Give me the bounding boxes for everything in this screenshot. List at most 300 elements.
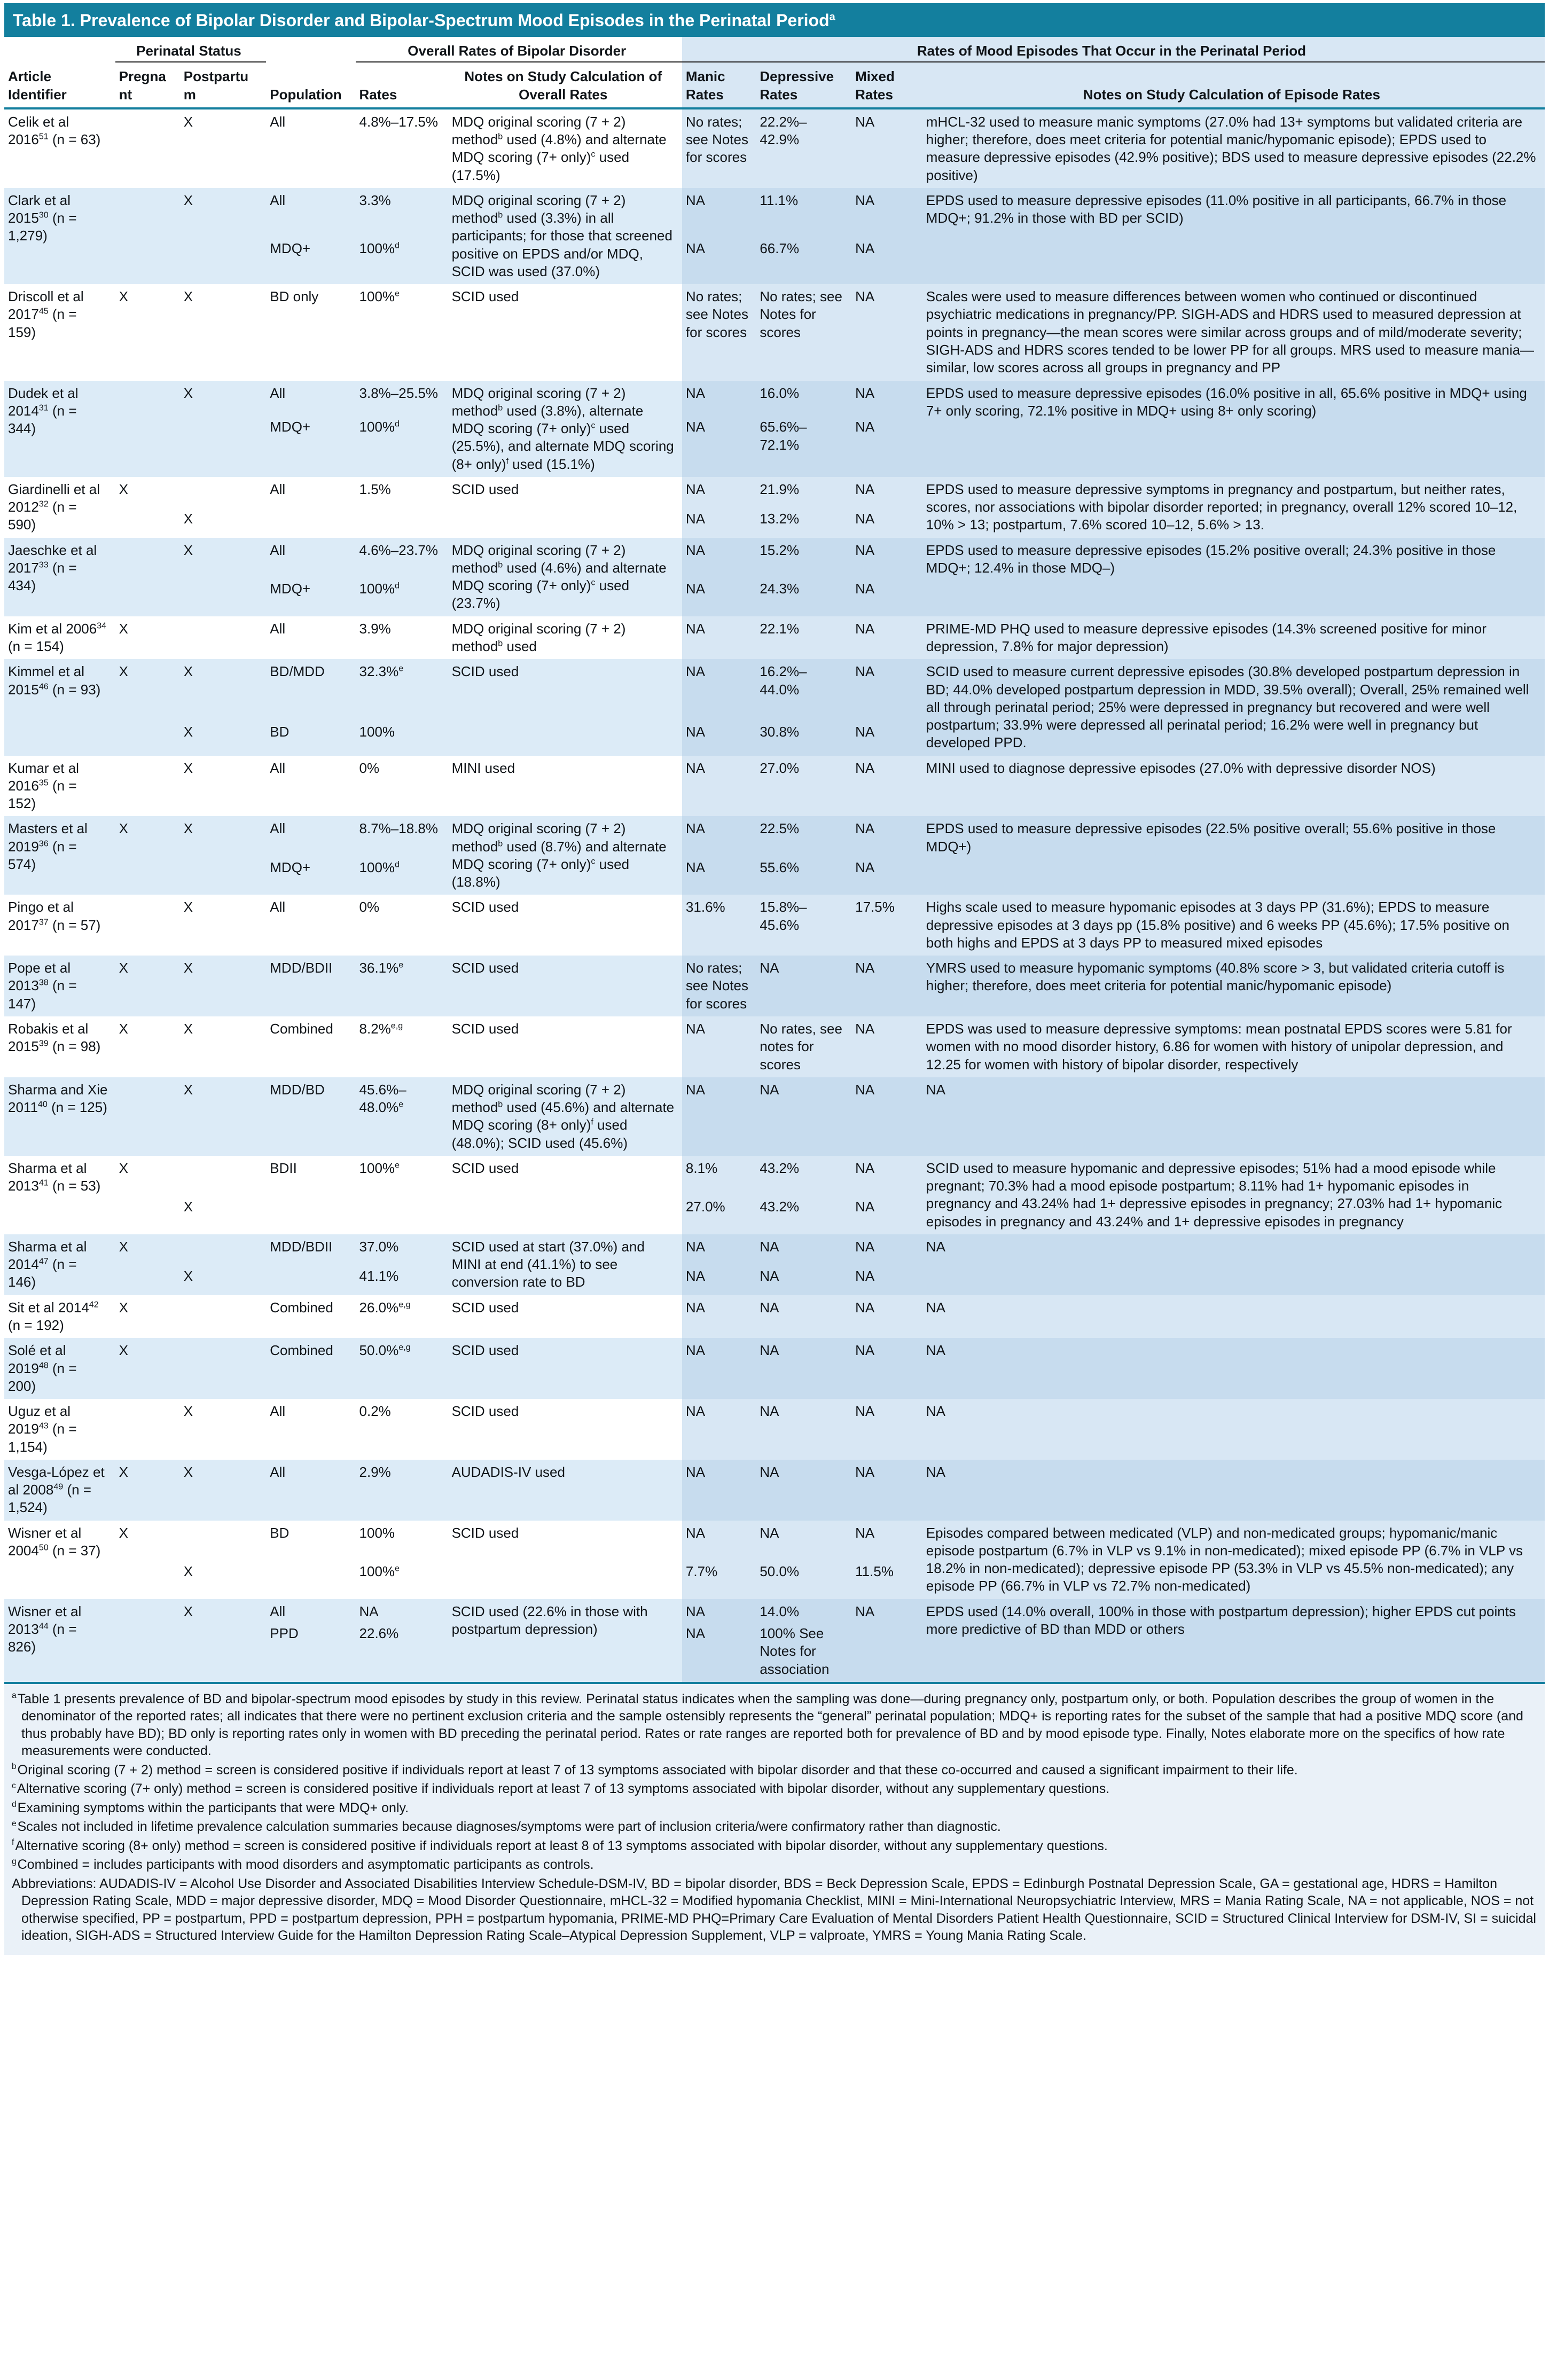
population-cell: MDQ+ <box>266 418 355 476</box>
rates-cell: 3.8%–25.5% <box>356 381 448 418</box>
depressive-rates-cell: 22.1% <box>756 616 851 660</box>
header-episode-group: Rates of Mood Episodes That Occur in the Perinatal Period <box>682 37 1545 62</box>
depressive-rates-cell: NA <box>756 1077 851 1156</box>
mixed-rates-cell: NA <box>851 188 922 239</box>
rates-cell: 100%$^e$ <box>356 284 448 380</box>
header-postpartum: Postpartum <box>180 62 267 108</box>
study-row <box>4 1338 1545 1399</box>
notes-overall-cell: AUDADIS-IV used <box>448 1460 682 1521</box>
pregnant-cell <box>115 756 180 817</box>
postpartum-cell: X <box>180 1599 267 1624</box>
notes-episode-cell: PRIME-MD PHQ used to measure depressive episodes (14.3% screened positive for minor depression, 7.8% for major depression) <box>922 616 1545 660</box>
rates-cell: 8.2%$^{e,g}$ <box>356 1016 448 1077</box>
notes-overall-cell: MDQ original scoring (7 + 2) method$^b$ used (3.8%), alternate MDQ scoring (7+ only)$^c$ used (25.5%), and alternate MDQ scoring (8+ only)$^f$ used (15.1%) <box>448 381 682 477</box>
population-cell: All <box>266 616 355 660</box>
mixed-rates-cell: NA <box>851 816 922 858</box>
pregnant-cell <box>115 108 180 188</box>
rates-cell: 100%$^d$ <box>356 580 448 616</box>
footnote-b: $^b$Original scoring (7 + 2) method = screen is considered positive if individuals report at least 7 of 13 symptoms associated with bipolar disorder and that these co-occurred and caused a significant impairment to their life. <box>12 1762 1298 1778</box>
pregnant-cell: X <box>115 616 180 660</box>
mixed-rates-cell <box>851 1624 922 1682</box>
depressive-rates-cell: 16.0% <box>756 381 851 418</box>
population-cell: BD <box>266 723 355 755</box>
mixed-rates-cell: NA <box>851 1295 922 1338</box>
article-cell: Sharma and Xie 2011$^{40}$ (n = 125) <box>4 1077 115 1156</box>
notes-episode-cell: NA <box>922 1460 1545 1521</box>
pregnant-cell: X <box>115 1460 180 1521</box>
population-cell: MDD/BD <box>266 1077 355 1156</box>
rates-cell: 8.7%–18.8% <box>356 816 448 858</box>
postpartum-cell <box>180 1624 267 1682</box>
rates-cell: 100%$^d$ <box>356 858 448 895</box>
abbreviations: Abbreviations: AUDADIS-IV = Alcohol Use Disorder and Associated Disabilities Interview Schedule-DSM-IV, BD = bipolar disorder, BDS = Beck Depression Scale, EPDS = Edinburgh Postnatal Depression Scale, GA = gestational age, HDRS = Hamilton Depression Rating Scale, MDD = major depressive disorder, MDQ = Mood Disorder Questionnaire, mHCL-32 = Modified hypomania Checklist, MINI = Mini-International Neuropsychiatric Interview, MRS = Mania Rating Scale, NA = not applicable, NOS = not otherwise specified, PP = postpartum, PPD = postpartum depression, PPH = postpartum hypomania, PRIME-MD PHQ=Primary Care Evaluation of Mental Disorders Patient Health Questionnaire, SCID = Structured Clinical Interview for DSM-IV, SI = suicidal ideation, SIGH-ADS = Structured Interview Guide for the Hamilton Depression Rating Scale–Atypical Depression Supplement, VLP = valproate, YMRS = Young Mania Rating Scale. <box>12 1876 1536 1944</box>
footnote-a: $^a$Table 1 presents prevalence of BD and bipolar-spectrum mood episodes by study in this review. Perinatal status indicates when the sampling was done—during pregnancy only, postpartum only, or both. Population describes the group of women in the denominator of the reported rates; all indicates that there were no pertinent exclusion criteria and the sample ostensibly represents the “general” perinatal population; MDQ+ is reporting rates for the subset of the sample that had a positive MDQ score (and thus probably have BD); BD only is reporting rates only in women with BD preceding the perinatal period. Rates or rate ranges are reported both for prevalence of BD and by mood episode type. Finally, Notes elaborate more on the specifics of how rate measurements were conducted. <box>12 1691 1523 1759</box>
header-overall-group: Overall Rates of Bipolar Disorder <box>356 37 682 62</box>
rates-cell: 4.8%–17.5% <box>356 108 448 188</box>
manic-rates-cell: NA <box>682 1521 756 1563</box>
pregnant-cell: X <box>115 284 180 380</box>
manic-rates-cell: 31.6% <box>682 895 756 956</box>
rates-cell <box>356 510 448 538</box>
study-row <box>4 1016 1545 1077</box>
postpartum-cell: X <box>180 1016 267 1077</box>
postpartum-cell <box>180 239 267 284</box>
mixed-rates-cell: NA <box>851 418 922 476</box>
study-row <box>4 616 1545 660</box>
rates-cell: 2.9% <box>356 1460 448 1521</box>
mixed-rates-cell: NA <box>851 1267 922 1295</box>
notes-episode-cell: Scales were used to measure differences between women who continued or discontinued psychiatric medications in pregnancy/PP. SIGH-ADS and HDRS used to measured depression at points in pregnancy—the mean scores were similar across groups and of mild/moderate severity; SIGH-ADS and HDRS scores tended to be lower PP for all groups. MRS used to measure mania—similar, low scores across all groups in pregnancy and PP <box>922 284 1545 380</box>
postpartum-cell <box>180 477 267 510</box>
manic-rates-cell: NA <box>682 1460 756 1521</box>
depressive-rates-cell: 21.9% <box>756 477 851 510</box>
population-cell <box>266 1562 355 1599</box>
footnotes <box>4 1682 1545 1955</box>
mixed-rates-cell: NA <box>851 1338 922 1399</box>
pregnant-cell: X <box>115 1234 180 1267</box>
manic-rates-cell: 7.7% <box>682 1562 756 1599</box>
manic-rates-cell: NA <box>682 659 756 723</box>
study-row <box>4 188 1545 239</box>
mixed-rates-cell: NA <box>851 108 922 188</box>
study-row <box>4 1077 1545 1156</box>
pregnant-cell <box>115 580 180 616</box>
manic-rates-cell: NA <box>682 756 756 817</box>
pregnant-cell <box>115 1399 180 1460</box>
depressive-rates-cell: 11.1% <box>756 188 851 239</box>
header-rates: Rates <box>356 62 448 108</box>
mixed-rates-cell: NA <box>851 580 922 616</box>
study-row <box>4 1156 1545 1198</box>
population-cell <box>266 1267 355 1295</box>
pregnant-cell <box>115 1562 180 1599</box>
study-row <box>4 1399 1545 1460</box>
table-header <box>4 37 1545 108</box>
depressive-rates-cell: NA <box>756 1399 851 1460</box>
manic-rates-cell: 27.0% <box>682 1197 756 1234</box>
pregnant-cell: X <box>115 477 180 510</box>
study-row <box>4 1521 1545 1563</box>
postpartum-cell <box>180 1156 267 1198</box>
population-cell: BD only <box>266 284 355 380</box>
depressive-rates-cell: 24.3% <box>756 580 851 616</box>
population-cell: All <box>266 895 355 956</box>
notes-episode-cell: EPDS used to measure depressive episodes (15.2% positive overall; 24.3% positive in those MDQ+; 12.4% in those MDQ–) <box>922 538 1545 616</box>
depressive-rates-cell: 50.0% <box>756 1562 851 1599</box>
mixed-rates-cell: NA <box>851 284 922 380</box>
manic-rates-cell: NA <box>682 188 756 239</box>
population-cell: Combined <box>266 1338 355 1399</box>
population-cell: All <box>266 538 355 580</box>
pregnant-cell <box>115 381 180 418</box>
depressive-rates-cell: 16.2%–44.0% <box>756 659 851 723</box>
manic-rates-cell: NA <box>682 418 756 476</box>
rates-cell: 0% <box>356 895 448 956</box>
header-depressive-rates: Depressive Rates <box>756 62 851 108</box>
rates-cell: 41.1% <box>356 1267 448 1295</box>
postpartum-cell <box>180 418 267 476</box>
postpartum-cell <box>180 1521 267 1563</box>
rates-cell: 1.5% <box>356 477 448 510</box>
notes-overall-cell: SCID used <box>448 1521 682 1599</box>
postpartum-cell: X <box>180 1562 267 1599</box>
header-population: Population <box>266 37 355 108</box>
header-manic-rates: Manic Rates <box>682 62 756 108</box>
postpartum-cell: X <box>180 1267 267 1295</box>
notes-episode-cell: EPDS used to measure depressive episodes (16.0% positive in all, 65.6% positive in MDQ+ using 7+ only scoring, 72.1% positive in MDQ+ using 8+ only scoring) <box>922 381 1545 477</box>
article-cell: Robakis et al 2015$^{39}$ (n = 98) <box>4 1016 115 1077</box>
study-row <box>4 1234 1545 1267</box>
pregnant-cell: X <box>115 1521 180 1563</box>
notes-episode-cell: EPDS was used to measure depressive symptoms: mean postnatal EPDS scores were 5.81 for women with no mood disorder history, 6.86 for women with history of unipolar depression, and 12.25 for women with history of bipolar disorder, respectively <box>922 1016 1545 1077</box>
notes-episode-cell: EPDS used to measure depressive episodes (22.5% positive overall; 55.6% positive in those MDQ+) <box>922 816 1545 895</box>
notes-overall-cell: SCID used at start (37.0%) and MINI at end (41.1%) to see conversion rate to BD <box>448 1234 682 1295</box>
pregnant-cell: X <box>115 659 180 723</box>
manic-rates-cell: NA <box>682 1234 756 1267</box>
prevalence-table <box>4 37 1545 1682</box>
rates-cell: 50.0%$^{e,g}$ <box>356 1338 448 1399</box>
depressive-rates-cell: 27.0% <box>756 756 851 817</box>
article-cell: Celik et al 2016$^{51}$ (n = 63) <box>4 108 115 188</box>
rates-cell: NA <box>356 1599 448 1624</box>
pregnant-cell: X <box>115 1016 180 1077</box>
postpartum-cell: X <box>180 956 267 1016</box>
depressive-rates-cell: NA <box>756 1234 851 1267</box>
article-cell: Kimmel et al 2015$^{46}$ (n = 93) <box>4 659 115 755</box>
population-cell: MDD/BDII <box>266 1234 355 1267</box>
manic-rates-cell: No rates; see Notes for scores <box>682 108 756 188</box>
manic-rates-cell: NA <box>682 616 756 660</box>
article-cell: Sit et al 2014$^{42}$ (n = 192) <box>4 1295 115 1338</box>
depressive-rates-cell: NA <box>756 1338 851 1399</box>
manic-rates-cell: NA <box>682 723 756 755</box>
rates-cell: 26.0%$^{e,g}$ <box>356 1295 448 1338</box>
postpartum-cell: X <box>180 108 267 188</box>
mixed-rates-cell: NA <box>851 381 922 418</box>
depressive-rates-cell: 15.8%–45.6% <box>756 895 851 956</box>
rates-cell: 36.1%$^e$ <box>356 956 448 1016</box>
pregnant-cell: X <box>115 816 180 858</box>
article-cell: Uguz et al 2019$^{43}$ (n = 1,154) <box>4 1399 115 1460</box>
postpartum-cell: X <box>180 659 267 723</box>
footnote-c: $^c$Alternative scoring (7+ only) method = screen is considered positive if individuals report at least 7 of 13 symptoms associated with bipolar disorder, without any supplementary questions. <box>12 1781 1110 1797</box>
rates-cell: 45.6%–48.0%$^e$ <box>356 1077 448 1156</box>
pregnant-cell <box>115 1267 180 1295</box>
notes-overall-cell: MDQ original scoring (7 + 2) method$^b$ used <box>448 616 682 660</box>
notes-overall-cell: MDQ original scoring (7 + 2) method$^b$ used (3.3%) in all participants; for those that screened positive on EPDS and/or MDQ, SCID was used (37.0%) <box>448 188 682 284</box>
notes-episode-cell: SCID used to measure hypomanic and depressive episodes; 51% had a mood episode while pregnant; 70.3% had a mood episode postpartum; 8.11% had 1+ hypomanic episodes in pregnancy and 43.24% had 1+ depressive episodes in pregnancy; 27.03% had 1+ hypomanic episodes in pregnancy and 43.24% and 1+ depressive episodes in pregnancy <box>922 1156 1545 1234</box>
mixed-rates-cell: NA <box>851 239 922 284</box>
population-cell: All <box>266 477 355 510</box>
notes-episode-cell: MINI used to diagnose depressive episodes (27.0% with depressive disorder NOS) <box>922 756 1545 817</box>
notes-episode-cell: mHCL-32 used to measure manic symptoms (27.0% had 13+ symptoms but validated criteria are higher; therefore, does meet criteria for potential manic/hypomanic episode); EPDS used to measure depressive episodes (42.9% positive); BDS used to measure depressive episodes (22.2% positive) <box>922 108 1545 188</box>
manic-rates-cell: NA <box>682 538 756 580</box>
population-cell: Combined <box>266 1016 355 1077</box>
article-cell: Kim et al 2006$^{34}$ (n = 154) <box>4 616 115 660</box>
depressive-rates-cell: 43.2% <box>756 1197 851 1234</box>
manic-rates-cell: NA <box>682 1077 756 1156</box>
depressive-rates-cell: 15.2% <box>756 538 851 580</box>
postpartum-cell: X <box>180 188 267 239</box>
notes-overall-cell: SCID used <box>448 1156 682 1234</box>
population-cell: All <box>266 381 355 418</box>
postpartum-cell: X <box>180 538 267 580</box>
mixed-rates-cell: NA <box>851 756 922 817</box>
population-cell: Combined <box>266 1295 355 1338</box>
notes-overall-cell: SCID used <box>448 956 682 1016</box>
article-cell: Clark et al 2015$^{30}$ (n = 1,279) <box>4 188 115 284</box>
rates-cell <box>356 1197 448 1234</box>
article-cell: Pingo et al 2017$^{37}$ (n = 57) <box>4 895 115 956</box>
mixed-rates-cell: NA <box>851 510 922 538</box>
manic-rates-cell: NA <box>682 510 756 538</box>
article-cell: Driscoll et al 2017$^{45}$ (n = 159) <box>4 284 115 380</box>
article-cell: Masters et al 2019$^{36}$ (n = 574) <box>4 816 115 895</box>
rates-cell: 3.9% <box>356 616 448 660</box>
mixed-rates-cell: NA <box>851 1077 922 1156</box>
notes-overall-cell: SCID used <box>448 1016 682 1077</box>
depressive-rates-cell: 14.0% <box>756 1599 851 1624</box>
rates-cell: 0.2% <box>356 1399 448 1460</box>
article-cell: Solé et al 2019$^{48}$ (n = 200) <box>4 1338 115 1399</box>
notes-overall-cell: SCID used <box>448 1399 682 1460</box>
rates-cell: 0% <box>356 756 448 817</box>
manic-rates-cell: NA <box>682 858 756 895</box>
rates-cell: 100%$^d$ <box>356 239 448 284</box>
notes-overall-cell: SCID used <box>448 477 682 538</box>
notes-episode-cell: EPDS used to measure depressive symptoms in pregnancy and postpartum, but neither rates, scores, nor associations with bipolar disorder reported; in pregnancy, overall 12% scored 10–12, 10% > 13; postpartum, 7.6% scored 10–12, 5.6% > 13. <box>922 477 1545 538</box>
population-cell: All <box>266 1399 355 1460</box>
study-row <box>4 477 1545 510</box>
notes-episode-cell: NA <box>922 1077 1545 1156</box>
notes-episode-cell: Highs scale used to measure hypomanic episodes at 3 days PP (31.6%); EPDS to measure depressive episodes at 3 days pp (15.8% positive) and 6 weeks PP (45.6%); 17.5% positive on both highs and EPDS at 3 days PP to measured mixed episodes <box>922 895 1545 956</box>
pregnant-cell <box>115 239 180 284</box>
population-cell: All <box>266 756 355 817</box>
manic-rates-cell: NA <box>682 1624 756 1682</box>
article-cell: Wisner et al 2004$^{50}$ (n = 37) <box>4 1521 115 1599</box>
header-notes-episode: Notes on Study Calculation of Episode Rates <box>922 62 1545 108</box>
pregnant-cell <box>115 723 180 755</box>
pregnant-cell <box>115 1077 180 1156</box>
manic-rates-cell: No rates; see Notes for scores <box>682 956 756 1016</box>
notes-overall-cell: MDQ original scoring (7 + 2) method$^b$ used (4.6%) and alternate MDQ scoring (7+ only)$^c$ used (23.7%) <box>448 538 682 616</box>
notes-overall-cell: SCID used <box>448 1338 682 1399</box>
postpartum-cell: X <box>180 1460 267 1521</box>
rates-cell: 22.6% <box>356 1624 448 1682</box>
postpartum-cell: X <box>180 723 267 755</box>
notes-overall-cell: MDQ original scoring (7 + 2) method$^b$ used (4.8%) and alternate MDQ scoring (7+ only)$^c$ used (17.5%) <box>448 108 682 188</box>
notes-overall-cell: MDQ original scoring (7 + 2) method$^b$ used (45.6%) and alternate MDQ scoring (8+ only)$^f$ used (48.0%); SCID used (45.6%) <box>448 1077 682 1156</box>
rates-cell: 100% <box>356 723 448 755</box>
footnote-f: $^f$Alternative scoring (8+ only) method = screen is considered positive if individuals report at least 8 of 13 symptoms associated with bipolar disorder, without any supplementary questions. <box>12 1838 1108 1853</box>
population-cell: MDQ+ <box>266 239 355 284</box>
depressive-rates-cell: No rates; see Notes for scores <box>756 284 851 380</box>
postpartum-cell <box>180 1338 267 1399</box>
pregnant-cell <box>115 1624 180 1682</box>
notes-overall-cell: SCID used (22.6% in those with postpartum depression) <box>448 1599 682 1682</box>
notes-episode-cell: NA <box>922 1399 1545 1460</box>
rates-cell: 37.0% <box>356 1234 448 1267</box>
mixed-rates-cell: 17.5% <box>851 895 922 956</box>
footnote-g: $^g$Combined = includes participants with mood disorders and asymptomatic participants as controls. <box>12 1857 594 1873</box>
mixed-rates-cell: NA <box>851 1521 922 1563</box>
notes-episode-cell: Episodes compared between medicated (VLP) and non-medicated groups; hypomanic/manic episode postpartum (6.7% in VLP vs 9.1% in non-medicated); mixed episode PP (6.7% in VLP vs 18.2% in non-medicated); depressive episode PP (53.3% in VLP vs 45.5% non-medicated); any episode PP (66.7% in VLP vs 72.7% non-medicated) <box>922 1521 1545 1599</box>
study-row <box>4 108 1545 188</box>
notes-episode-cell: EPDS used (14.0% overall, 100% in those with postpartum depression); higher EPDS cut points more predictive of BD than MDD or others <box>922 1599 1545 1682</box>
header-pregnant: Pregnant <box>115 62 180 108</box>
population-cell <box>266 1197 355 1234</box>
notes-episode-cell: SCID used to measure current depressive episodes (30.8% developed postpartum depression in BD; 44.0% developed postpartum depression in MDD, 39.5% overall); Overall, 25% remained well all through perinatal period; 25% were depressed in pregnancy but recovered and were well postpartum; 33.9% were depressed all perinatal period; 16.2% were well in pregnancy but developed PPD. <box>922 659 1545 755</box>
manic-rates-cell: NA <box>682 1599 756 1624</box>
table-body <box>4 108 1545 1682</box>
depressive-rates-cell: NA <box>756 1267 851 1295</box>
manic-rates-cell: NA <box>682 1399 756 1460</box>
manic-rates-cell: NA <box>682 1338 756 1399</box>
column-header-row <box>4 62 1545 108</box>
rates-cell: 100%$^e$ <box>356 1156 448 1198</box>
mixed-rates-cell: NA <box>851 659 922 723</box>
pregnant-cell <box>115 538 180 580</box>
manic-rates-cell: NA <box>682 580 756 616</box>
notes-episode-cell: NA <box>922 1295 1545 1338</box>
rates-cell: 4.6%–23.7% <box>356 538 448 580</box>
postpartum-cell: X <box>180 1399 267 1460</box>
mixed-rates-cell: NA <box>851 1599 922 1624</box>
mixed-rates-cell: NA <box>851 616 922 660</box>
rates-cell: 32.3%$^e$ <box>356 659 448 723</box>
postpartum-cell: X <box>180 1077 267 1156</box>
manic-rates-cell: No rates; see Notes for scores <box>682 284 756 380</box>
study-row <box>4 956 1545 1016</box>
pregnant-cell <box>115 1197 180 1234</box>
pregnant-cell: X <box>115 1156 180 1198</box>
manic-rates-cell: NA <box>682 1267 756 1295</box>
pregnant-cell: X <box>115 1295 180 1338</box>
depressive-rates-cell: NA <box>756 956 851 1016</box>
population-cell: PPD <box>266 1624 355 1682</box>
population-cell: All <box>266 1599 355 1624</box>
manic-rates-cell: NA <box>682 477 756 510</box>
postpartum-cell <box>180 1295 267 1338</box>
population-cell: All <box>266 816 355 858</box>
pregnant-cell: X <box>115 956 180 1016</box>
postpartum-cell <box>180 858 267 895</box>
postpartum-cell: X <box>180 510 267 538</box>
mixed-rates-cell: NA <box>851 956 922 1016</box>
population-cell: BD <box>266 1521 355 1563</box>
population-cell: MDQ+ <box>266 580 355 616</box>
table-title: Table 1. Prevalence of Bipolar Disorder and Bipolar-Spectrum Mood Episodes in the Perinatal Period$^a$ <box>4 3 1545 37</box>
postpartum-cell: X <box>180 756 267 817</box>
manic-rates-cell: NA <box>682 1016 756 1077</box>
depressive-rates-cell: 66.7% <box>756 239 851 284</box>
pregnant-cell <box>115 188 180 239</box>
study-row <box>4 1295 1545 1338</box>
header-mixed-rates: Mixed Rates <box>851 62 922 108</box>
header-perinatal-status: Perinatal Status <box>115 37 267 62</box>
manic-rates-cell: NA <box>682 816 756 858</box>
article-cell: Wisner et al 2013$^{44}$ (n = 826) <box>4 1599 115 1682</box>
article-cell: Vesga-López et al 2008$^{49}$ (n = 1,524) <box>4 1460 115 1521</box>
depressive-rates-cell: 65.6%–72.1% <box>756 418 851 476</box>
depressive-rates-cell: NA <box>756 1460 851 1521</box>
population-cell: MDD/BDII <box>266 956 355 1016</box>
postpartum-cell: X <box>180 1197 267 1234</box>
article-cell: Jaeschke et al 2017$^{33}$ (n = 434) <box>4 538 115 616</box>
postpartum-cell: X <box>180 895 267 956</box>
pregnant-cell <box>115 510 180 538</box>
manic-rates-cell: 8.1% <box>682 1156 756 1198</box>
depressive-rates-cell: 30.8% <box>756 723 851 755</box>
pregnant-cell <box>115 1599 180 1624</box>
pregnant-cell <box>115 895 180 956</box>
mixed-rates-cell: NA <box>851 1016 922 1077</box>
pregnant-cell <box>115 418 180 476</box>
rates-cell: 100%$^d$ <box>356 418 448 476</box>
mixed-rates-cell: NA <box>851 1156 922 1198</box>
article-cell: Giardinelli et al 2012$^{32}$ (n = 590) <box>4 477 115 538</box>
study-row <box>4 381 1545 418</box>
rates-cell: 100%$^e$ <box>356 1562 448 1599</box>
mixed-rates-cell: NA <box>851 1197 922 1234</box>
notes-episode-cell: NA <box>922 1338 1545 1399</box>
population-cell: All <box>266 188 355 239</box>
study-row <box>4 895 1545 956</box>
postpartum-cell: X <box>180 816 267 858</box>
mixed-rates-cell: NA <box>851 1234 922 1267</box>
article-cell: Pope et al 2013$^{38}$ (n = 147) <box>4 956 115 1016</box>
pregnant-cell: X <box>115 1338 180 1399</box>
depressive-rates-cell: 55.6% <box>756 858 851 895</box>
postpartum-cell: X <box>180 284 267 380</box>
mixed-rates-cell: NA <box>851 1460 922 1521</box>
postpartum-cell <box>180 580 267 616</box>
depressive-rates-cell: 13.2% <box>756 510 851 538</box>
header-notes-overall: Notes on Study Calculation of Overall Rates <box>448 62 682 108</box>
depressive-rates-cell: 100% See Notes for association <box>756 1624 851 1682</box>
postpartum-cell <box>180 616 267 660</box>
footnote-e: $^e$Scales not included in lifetime prevalence calculation summaries because diagnoses/symptoms were part of inclusion criteria/were confirmatory rather than diagnostic. <box>12 1819 1001 1835</box>
notes-episode-cell: YMRS used to measure hypomanic symptoms (40.8% score > 3, but validated criteria cutoff is higher; therefore, does meet criteria for potential manic/hypomanic episode) <box>922 956 1545 1016</box>
article-cell: Sharma et al 2013$^{41}$ (n = 53) <box>4 1156 115 1234</box>
study-row <box>4 284 1545 380</box>
depressive-rates-cell: 22.5% <box>756 816 851 858</box>
population-cell: BDII <box>266 1156 355 1198</box>
notes-overall-cell: SCID used <box>448 895 682 956</box>
mixed-rates-cell: NA <box>851 858 922 895</box>
manic-rates-cell: NA <box>682 381 756 418</box>
notes-episode-cell: NA <box>922 1234 1545 1295</box>
